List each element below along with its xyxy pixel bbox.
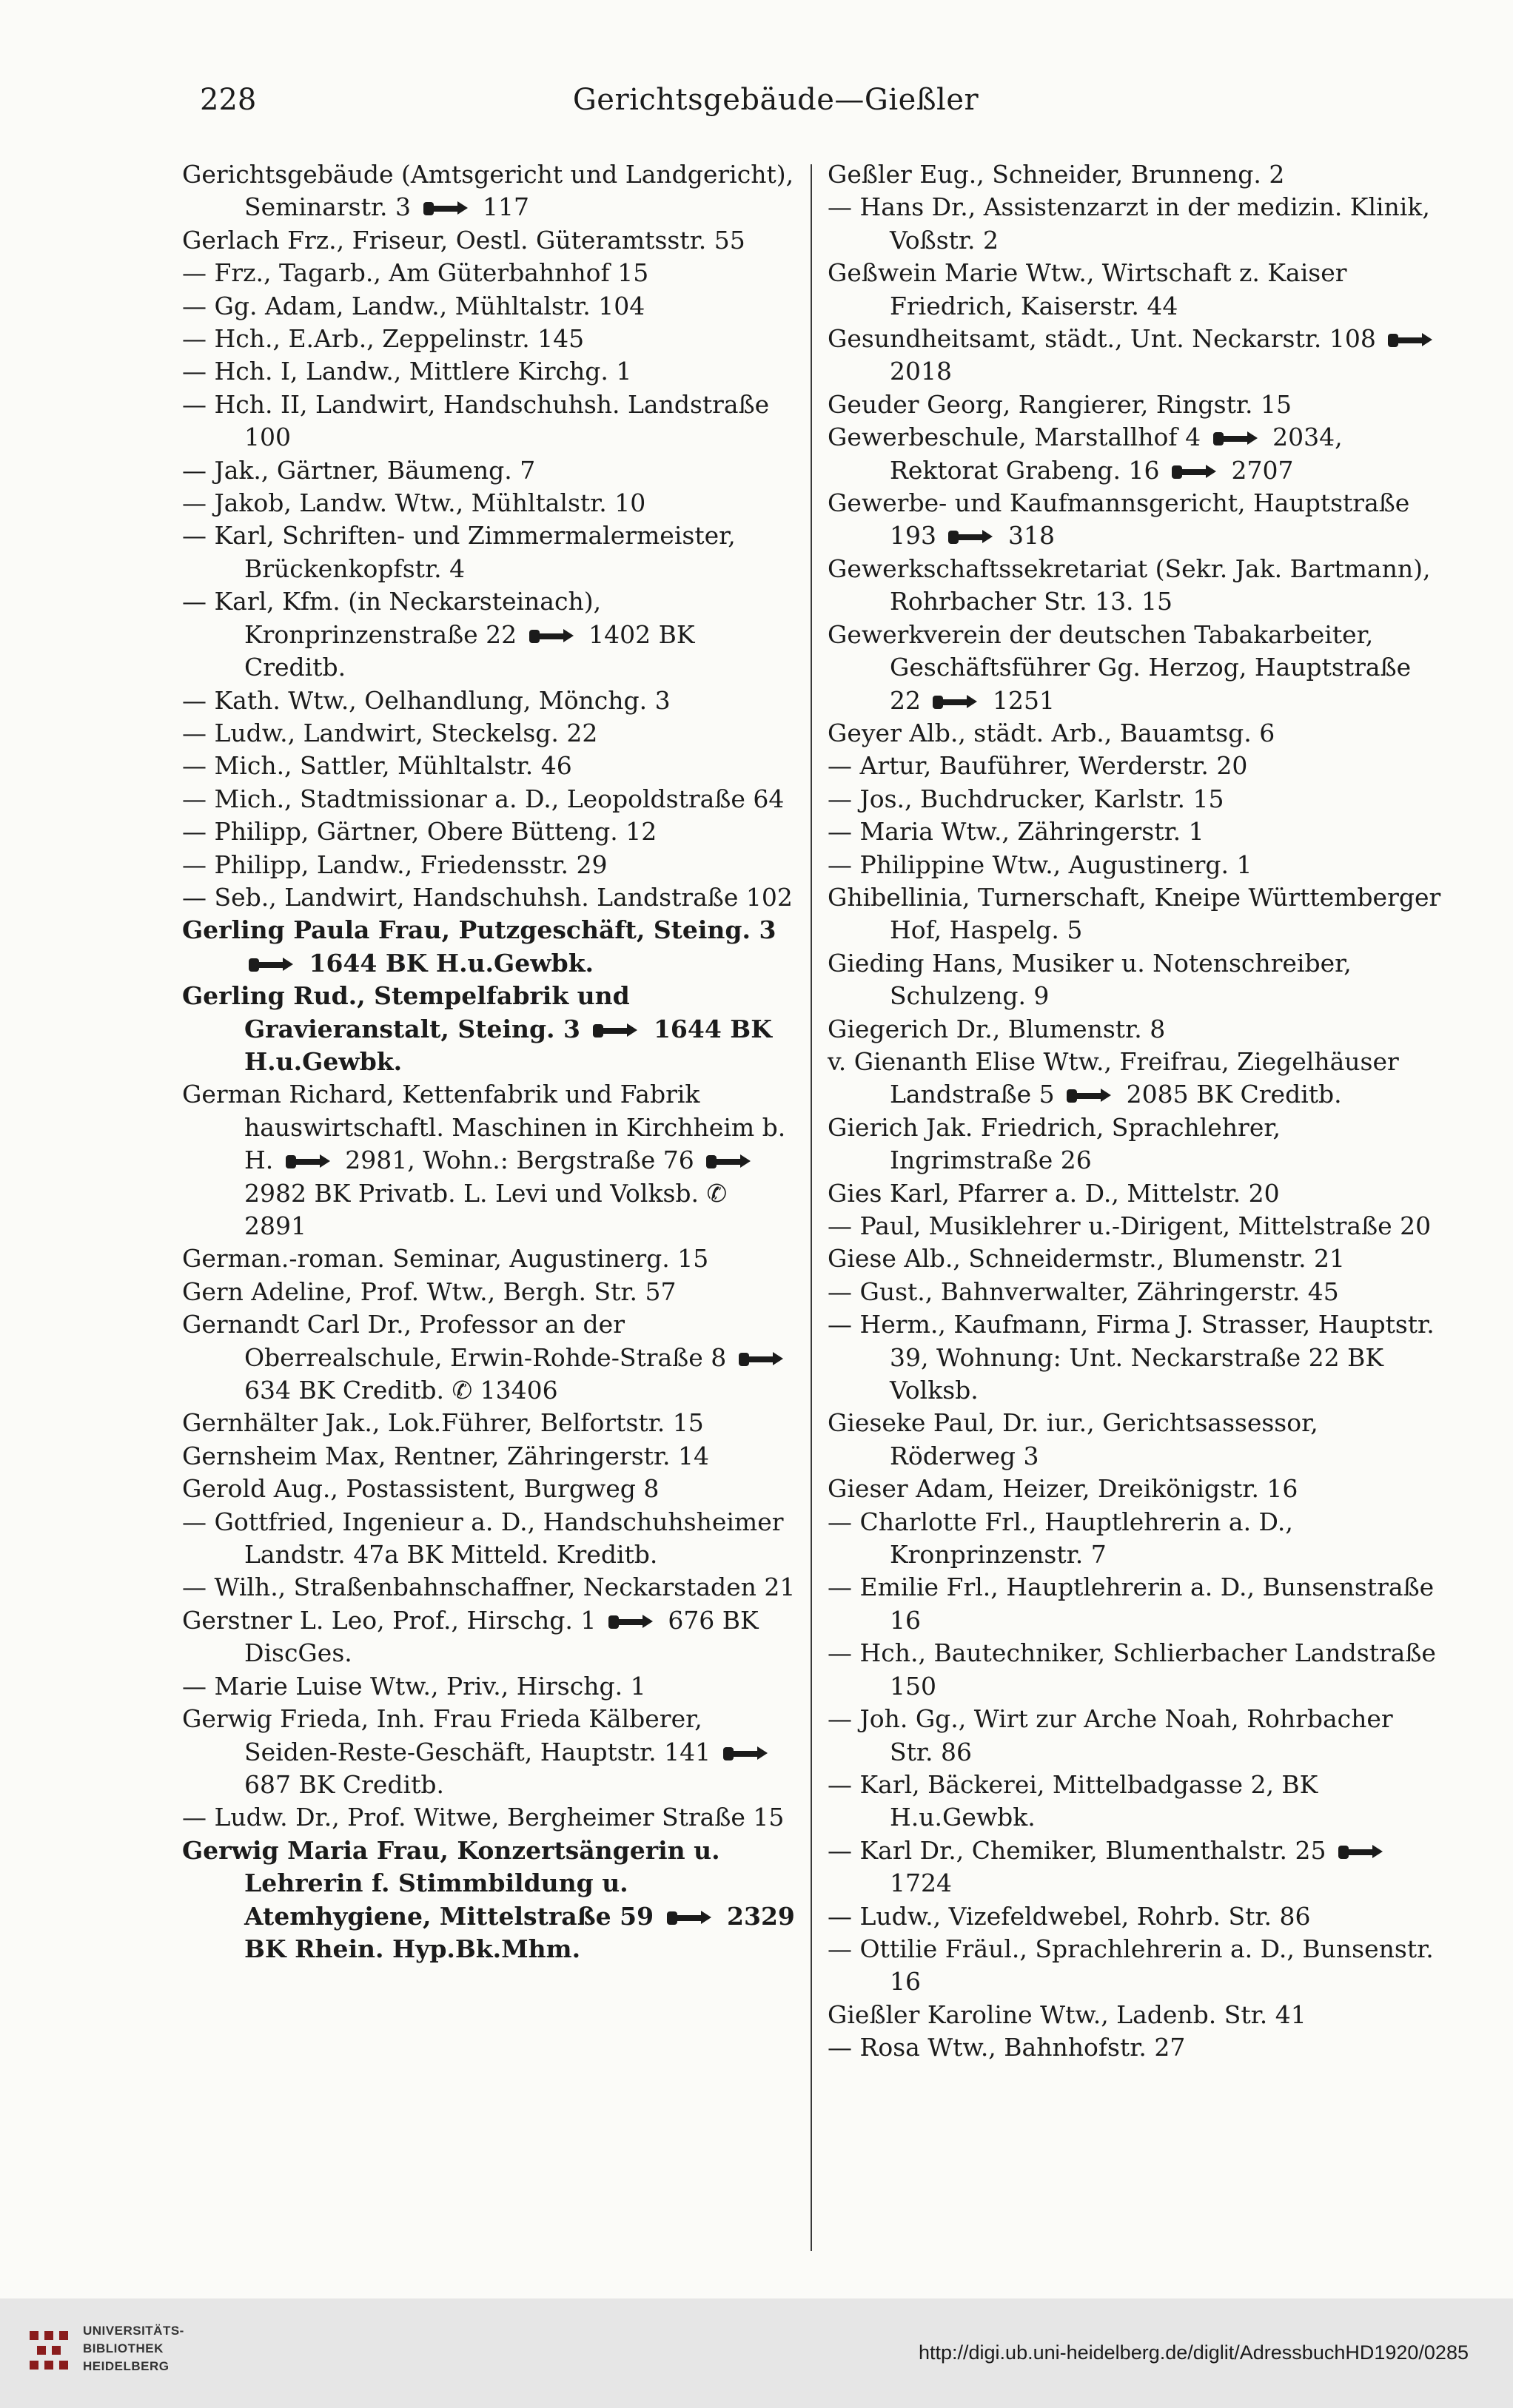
directory-entry: Gierich Jak. Friedrich, Sprachlehrer, Ingrimstraße 26 [828, 1112, 1281, 1175]
directory-entry: — Wilh., Straßenbahnschaffner, Neckarstaden 21 [182, 1573, 796, 1602]
directory-entry: — Maria Wtw., Zähringerstr. 1 [828, 817, 1204, 847]
directory-entry: Geßwein Marie Wtw., Wirtschaft z. Kaiser Friedrich, Kaiserstr. 44 [828, 258, 1347, 320]
telephone-icon [705, 1151, 754, 1171]
logo-line-1: UNIVERSITÄTS- [83, 2324, 184, 2338]
directory-entry: Gies Karl, Pfarrer a. D., Mittelstr. 20 [828, 1178, 1280, 1208]
directory-entry: — Jak., Gärtner, Bäumeng. 7 [182, 455, 536, 485]
directory-entry: — Emilie Frl., Hauptlehrerin a. D., Bunsenstraße 16 [828, 1573, 1435, 1635]
directory-entry: Gewerbe- und Kaufmannsgericht, Hauptstraße 193 318 [828, 488, 1410, 551]
directory-entry: — Gg. Adam, Landw., Mühltalstr. 104 [182, 291, 645, 320]
directory-entry: Gern Adeline, Prof. Wtw., Bergh. Str. 57 [182, 1277, 677, 1306]
directory-entry: Giegerich Dr., Blumenstr. 8 [828, 1014, 1166, 1043]
directory-entry: — Karl, Schriften- und Zimmermalermeister, Brückenkopfstr. 4 [182, 521, 736, 583]
directory-entry: — Ottilie Fräul., Sprachlehrerin a. D., Bunsenstr. 16 [828, 1934, 1434, 1997]
directory-entry: — Kath. Wtw., Oelhandlung, Mönchg. 3 [182, 685, 671, 715]
directory-entry: Gerwig Frieda, Inh. Frau Frieda Kälberer, Seiden-Reste-Geschäft, Hauptstr. 141 687 BK Creditb. [182, 1703, 796, 1801]
directory-entry: Gewerbeschule, Marstallhof 4 2034, Rektorat Grabeng. 16 2707 [828, 423, 1343, 485]
telephone-icon [591, 1020, 640, 1040]
directory-entry: Gernhälter Jak., Lok.Führer, Belfortstr. 15 [182, 1408, 704, 1438]
telephone-icon [247, 954, 296, 975]
page-header [191, 83, 1361, 127]
directory-entry: — Ludw., Vizefeldwebel, Rohrb. Str. 86 [828, 1901, 1311, 1931]
directory-entry: — Ludw. Dr., Prof. Witwe, Bergheimer Straße 15 [182, 1803, 785, 1832]
logo-line-3: HEIDELBERG [83, 2359, 170, 2373]
right-column [828, 158, 1442, 2065]
directory-entry: Gerling Rud., Stempelfabrik und Gravieranstalt, Steing. 3 1644 BK H.u.Gewbk. [182, 981, 772, 1076]
directory-entry: — Jakob, Landw. Wtw., Mühltalstr. 10 [182, 488, 646, 518]
directory-entry: Gieseke Paul, Dr. iur., Gerichtsassessor, Röderweg 3 [828, 1408, 1318, 1470]
directory-entry: — Karl, Kfm. (in Neckarsteinach), Kronprinzenstraße 22 1402 BK Creditb. [182, 587, 695, 682]
directory-entry: — Karl, Bäckerei, Mittelbadgasse 2, BK H.u.Gewbk. [828, 1769, 1318, 1832]
telephone-icon [422, 198, 471, 218]
directory-entry: — Joh. Gg., Wirt zur Arche Noah, Rohrbacher Str. 86 [828, 1704, 1393, 1766]
directory-entry: — Hch. I, Landw., Mittlere Kirchg. 1 [182, 357, 632, 386]
telephone-icon [528, 625, 577, 646]
directory-entry: Geßler Eug., Schneider, Brunneng. 2 [828, 160, 1285, 189]
directory-entry: Gieding Hans, Musiker u. Notenschreiber, Schulzeng. 9 [828, 948, 1352, 1011]
directory-entry: Gerold Aug., Postassistent, Burgweg 8 [182, 1474, 660, 1504]
directory-entry: German Richard, Kettenfabrik und Fabrik hauswirtschaftl. Maschinen in Kirchheim b. H. 2981, Wohn.: Bergstraße 76 2982 BK Privatb. L. Levi und Volksb. ✆ 2891 [182, 1080, 786, 1240]
telephone-icon [1212, 428, 1261, 448]
directory-entry: Gerichtsgebäude (Amtsgericht und Landgericht), Seminarstr. 3 117 [182, 160, 794, 222]
directory-entry: — Hans Dr., Assistenzarzt in der medizin. Klinik, Voßstr. 2 [828, 192, 1430, 255]
directory-entry: Ghibellinia, Turnerschaft, Kneipe Württemberger Hof, Haspelg. 5 [828, 882, 1441, 945]
directory-entry: — Mich., Stadtmissionar a. D., Leopoldstraße 64 [182, 784, 785, 813]
directory-entry: — Ludw., Landwirt, Steckelsg. 22 [182, 718, 598, 747]
directory-entry: Gießler Karoline Wtw., Ladenb. Str. 41 [828, 2000, 1306, 2029]
directory-entry: Gerwig Maria Frau, Konzertsängerin u. Lehrerin f. Stimmbildung u. Atemhygiene, Mittelstraße 59 2329 BK Rhein. Hyp.Bk.Mhm. [182, 1835, 795, 1963]
directory-entry: — Karl Dr., Chemiker, Blumenthalstr. 25 1724 [828, 1834, 1442, 1900]
directory-entry: Gerlach Frz., Friseur, Oestl. Güteramtsstr. 55 [182, 225, 745, 255]
directory-entry: — Philippine Wtw., Augustinerg. 1 [828, 850, 1252, 879]
directory-entry: — Seb., Landwirt, Handschuhsh. Landstraße 102 [182, 882, 793, 912]
directory-entry: — Philipp, Gärtner, Obere Bütteng. 12 [182, 817, 657, 847]
directory-entry: — Paul, Musiklehrer u.-Dirigent, Mittelstraße 20 [828, 1211, 1432, 1240]
directory-entry: — Philipp, Landw., Friedensstr. 29 [182, 850, 608, 879]
telephone-icon [284, 1151, 333, 1171]
telephone-icon [607, 1611, 656, 1632]
directory-entry: Gerling Paula Frau, Putzgeschäft, Steing. 3 1644 BK H.u.Gewbk. [182, 915, 776, 978]
directory-entry: — Hch., Bautechniker, Schlierbacher Landstraße 150 [828, 1638, 1436, 1701]
footer-bar [0, 2298, 1513, 2408]
directory-entry: — Hch. II, Landwirt, Handschuhsh. Landstraße 100 [182, 389, 770, 452]
directory-entry: Geuder Georg, Rangierer, Ringstr. 15 [828, 389, 1292, 419]
telephone-icon [1337, 1841, 1386, 1862]
directory-entry: Gernandt Carl Dr., Professor an der Oberrealschule, Erwin-Rohde-Straße 8 634 BK Creditb. ✆ 13406 [182, 1308, 796, 1407]
directory-entry: German.-roman. Seminar, Augustinerg. 15 [182, 1244, 709, 1274]
telephone-icon [722, 1743, 771, 1763]
directory-entry: — Frz., Tagarb., Am Güterbahnhof 15 [182, 258, 649, 288]
directory-entry: — Gottfried, Ingenieur a. D., Handschuhsheimer Landstr. 47a BK Mitteld. Kreditb. [182, 1507, 784, 1570]
telephone-icon [1065, 1085, 1114, 1106]
directory-entry: Gerstner L. Leo, Prof., Hirschg. 1 676 BK DiscGes. [182, 1605, 759, 1668]
directory-entry: — Marie Luise Wtw., Priv., Hirschg. 1 [182, 1671, 646, 1701]
telephone-icon [665, 1907, 714, 1928]
directory-entry: — Charlotte Frl., Hauptlehrerin a. D., Kronprinzenstr. 7 [828, 1507, 1293, 1570]
directory-entry: — Gust., Bahnverwalter, Zähringerstr. 45 [828, 1277, 1339, 1306]
telephone-icon [737, 1348, 786, 1369]
directory-entry: Gewerkschaftssekretariat (Sekr. Jak. Bartmann), Rohrbacher Str. 13. 15 [828, 554, 1431, 616]
telephone-icon [931, 691, 980, 712]
directory-entry: Geyer Alb., städt. Arb., Bauamtsg. 6 [828, 718, 1275, 747]
directory-entry: v. Gienanth Elise Wtw., Freifrau, Ziegelhäuser Landstraße 5 2085 BK Creditb. [828, 1046, 1399, 1109]
directory-entry: Gernsheim Max, Rentner, Zähringerstr. 14 [182, 1441, 710, 1470]
logo-line-2: BIBLIOTHEK [83, 2341, 164, 2355]
telephone-icon [1386, 329, 1435, 350]
directory-entry: — Mich., Sattler, Mühltalstr. 46 [182, 751, 572, 781]
directory-entry: Gesundheitsamt, städt., Unt. Neckarstr. 108 2018 [828, 323, 1442, 389]
directory-entry: — Rosa Wtw., Bahnhofstr. 27 [828, 2033, 1186, 2062]
directory-entry: — Jos., Buchdrucker, Karlstr. 15 [828, 784, 1224, 813]
telephone-icon [1170, 461, 1219, 482]
page-number: 228 [200, 83, 257, 117]
directory-entry: Gewerkverein der deutschen Tabakarbeiter, Geschäftsführer Gg. Herzog, Hauptstraße 22 1251 [828, 619, 1412, 715]
directory-entry: — Artur, Bauführer, Werderstr. 20 [828, 751, 1248, 781]
telephone-icon [947, 526, 996, 547]
page-title: Gerichtsgebäude—Gießler [572, 83, 979, 117]
directory-entry: — Hch., E.Arb., Zeppelinstr. 145 [182, 324, 585, 354]
directory-entry: — Herm., Kaufmann, Firma J. Strasser, Hauptstr. 39, Wohnung: Unt. Neckarstraße 22 BK Volksb. [828, 1310, 1435, 1405]
source-url[interactable]: http://digi.ub.uni-heidelberg.de/diglit/AdressbuchHD1920/0285 [918, 2341, 1469, 2364]
column-divider [811, 164, 812, 2251]
directory-entry: Giese Alb., Schneidermstr., Blumenstr. 21 [828, 1244, 1346, 1274]
university-seal-icon [27, 2328, 71, 2372]
directory-entry: Gieser Adam, Heizer, Dreikönigstr. 16 [828, 1474, 1298, 1504]
library-logo-text [83, 2322, 184, 2375]
left-column [182, 158, 796, 1965]
